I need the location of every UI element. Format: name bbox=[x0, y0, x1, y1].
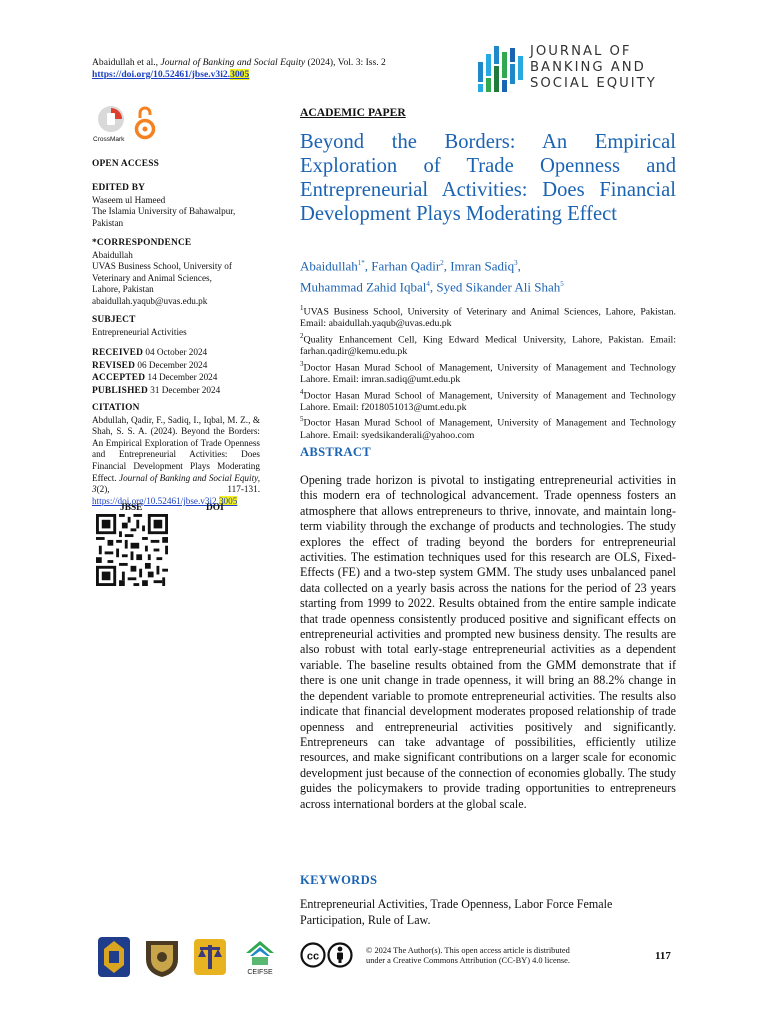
ceifse-logo-icon bbox=[240, 935, 280, 979]
qr-label-doi: DOI bbox=[206, 503, 224, 513]
running-header bbox=[92, 57, 386, 81]
correspondence-email[interactable]: abaidullah.yaqub@uvas.edu.pk bbox=[92, 295, 208, 306]
abstract-body: Opening trade horizon is pivotal to instigating entrepreneurial activities in this modern era of technological advancement. Trade openness fosters an atmosphere that allows entrepreneurs to thrive, innovate, and maintain long-term viability through the exchange of products and technologies. The study explores the effect of trading beyond the borders for entrepreneurial activities. The estimation techniques used for this research are OLS, Fixed-Effects (FE) and a two-step system GMM. The study uses unbalanced panel data collected on a yearly basis across the nations for the period of 23 years starting from 1999 to 2022. Results obtained from the entire sample indicate that trade openness consistently produced positive and significant effects on entrepreneurial activities and prompted new business density. The results are also robust with total early-stage entrepreneurial activities as a dependent variable. The baseline results obtained from the GMM demonstrate that if there is one unit change in trade openness, it will bring an 88.2% change in the dependent variable to promote entrepreneurial activities. The results also indicate that financial development moderates proposed relationship of trade openness and entrepreneurial activities positively and significantly. Entrepreneurs can take advantage of possibilities, efficiently utilize resources, and make significant contributions on a larger scale for economic development just because of the connection of economies globally. The study guides the policymakers to provide trading opportunities to entrepreneurs across international borders at the global scale. bbox=[300, 473, 676, 811]
journal-logo bbox=[476, 44, 676, 96]
affiliation-item: $^1$UVAS Business School, University of Veterinary and Animal Sciences, Lahore, Pakistan. Email: abaidullah.yaqub@uvas.edu.pk bbox=[300, 304, 676, 330]
open-access-icon bbox=[134, 106, 156, 142]
affiliations bbox=[300, 303, 676, 442]
keywords-heading: KEYWORDS bbox=[300, 873, 378, 887]
affiliation-item: $^3$Doctor Hasan Murad School of Management, University of Management and Technology Lahore. Email: imran.sadiq@umt.edu.pk bbox=[300, 359, 676, 385]
qr-code-icon[interactable] bbox=[94, 514, 170, 586]
university-crest-icon bbox=[94, 935, 134, 979]
page-number: 117 bbox=[655, 950, 671, 962]
license-text: © 2024 The Author(s). This open access article is distributed under a Creative Commons Attribution (CC-BY) 4.0 license. bbox=[366, 946, 570, 965]
journal-name: JOURNAL OF BANKING AND SOCIAL EQUITY bbox=[530, 44, 657, 91]
cc-by-license-icon[interactable] bbox=[300, 942, 354, 968]
ceifse-caption: CEIFSE bbox=[247, 969, 273, 976]
sidebar-subject: SUBJECT Entrepreneurial Activities bbox=[92, 315, 187, 337]
affiliation-item: $^2$Quality Enhancement Cell, King Edward Medical University, Lahore, Pakistan. Email: farhan.qadir@kemu.edu.pk bbox=[300, 331, 676, 357]
author-line-1: Abaidullah$^{1*}$, Farhan Qadir$^2$, Imran Sadiq$^3$, bbox=[300, 258, 521, 274]
crossmark-label: CrossMark bbox=[93, 136, 125, 143]
article-type-label: ACADEMIC PAPER bbox=[300, 106, 406, 119]
citation-text: Abdullah, Qadir, F., Sadiq, I., Iqbal, M. Z., & Shah, S. S. A. (2024). Beyond the Borders: An Empirical Exploration of Trade Openness and Entrepreneurial Activities: Does Financial Development Plays Moderating Effect. Journal of Banking and Social Equity, 3(2), 117-131. https://doi.org/10.52461/jbse.v3i2.3005 bbox=[92, 414, 260, 506]
sidebar-citation: CITATION Abdullah, Qadir, F., Sadiq, I., Iqbal, M. Z., & Shah, S. S. A. (2024). Beyond the Borders: An Empirical Exploration of Trade Openness and Entrepreneurial Activities: Does Financial Development Plays Moderating Effect. Journal of Banking and Social Equity, 3(2), 117-131. https://doi.org/10.52461/jbse.v3i2.3005 bbox=[92, 403, 260, 506]
qr-label-jbse: JBSE bbox=[120, 503, 143, 513]
affiliation-item: $^5$Doctor Hasan Murad School of Management, University of Management and Technology Lahore. Email: syedsikanderali@yahoo.com bbox=[300, 415, 676, 441]
institution-logos bbox=[94, 935, 284, 979]
author-list bbox=[300, 254, 676, 297]
citation-doi-link[interactable]: https://doi.org/10.52461/jbse.v3i2.3005 bbox=[92, 495, 238, 506]
article-title: Beyond the Borders: An Empirical Exploration of Trade Openness and Entrepreneurial Activities: Does Financial Development Plays Moderating Effect bbox=[300, 131, 676, 225]
abstract-heading: ABSTRACT bbox=[300, 445, 371, 459]
badge-icons bbox=[94, 104, 164, 146]
header-citation: Abaidullah et al., Journal of Banking and Social Equity (2024), Vol. 3: Iss. 2 bbox=[92, 57, 386, 68]
sidebar-open-access: OPEN ACCESS bbox=[92, 159, 160, 169]
author-line-2: Muhammad Zahid Iqbal$^4$, Syed Sikander Ali Shah$^5$ bbox=[300, 279, 564, 295]
sidebar-correspondence: *CORRESPONDENCE Abaidullah UVAS Business School, University of Veterinary and Animal Sciences, Lahore, Pakistan abaidullah.yaqub@uvas.edu.pk bbox=[92, 237, 260, 308]
svg-text:cc: cc bbox=[306, 950, 320, 963]
journal-logo-mark-icon bbox=[476, 44, 526, 96]
sidebar-dates: RECEIVED 04 October 2024 REVISED 06 December 2024 ACCEPTED 14 December 2024 PUBLISHED 31 December 2024 bbox=[92, 347, 221, 396]
shield-crest-icon bbox=[142, 935, 182, 979]
header-doi-link[interactable]: https://doi.org/10.52461/jbse.v3i2.3005 bbox=[92, 69, 250, 80]
keywords-body: Entrepreneurial Activities, Trade Openness, Labor Force Female Participation, Rule of Law. bbox=[300, 897, 613, 927]
sidebar-edited-by: EDITED BY Waseem ul Hameed The Islamia University of Bahawalpur, Pakistan bbox=[92, 183, 236, 228]
affiliation-item: $^4$Doctor Hasan Murad School of Management, University of Management and Technology Lahore. Email: f2018051013@umt.edu.pk bbox=[300, 387, 676, 413]
scales-logo-icon bbox=[190, 935, 230, 979]
